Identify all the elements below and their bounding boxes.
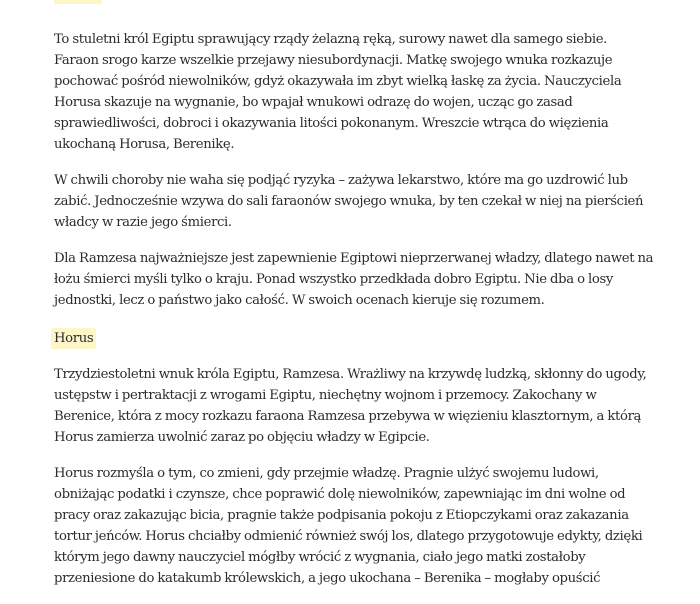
section-heading-horus: Horus	[51, 328, 96, 349]
article-content	[54, 0, 654, 604]
ramzes-paragraph-3: Dla Ramzesa najważniejsze jest zapewnienie Egiptowi nieprzerwanej władzy, dlatego nawet na łożu śmierci myśli tylko o kraju. Ponad wszystko przedkłada dobro Egiptu. Nie dba o losy jednostki, lecz o państwo jako całość. W swoich ocenach kieruje się rozumem.	[54, 251, 654, 308]
horus-paragraph-2: Horus rozmyśla o tym, co zmieni, gdy przejmie władzę. Pragnie ulżyć swojemu ludowi, obniżając podatki i czynsze, chce poprawić dolę niewolników, zapewniając im dni wolne od pracy oraz zakazując bicia, pragnie także podpisania pokoju z Etiopczykami oraz zakazania tortur jeńców. Horus chciałby odmienić również swój los, dlatego przygotowuje edykty, dzięki którym jego dawny nauczyciel mógłby wrócić z wygnania, ciało jego matki zostałoby przeniesione do katakumb królewskich, a jego ukochana – Berenika – mogłaby opuścić	[54, 466, 643, 586]
ramzes-paragraph-2: W chwili choroby nie waha się podjąć ryzyka – zażywa lekarstwo, które ma go uzdrowić lub zabić. Jednocześnie wzywa do sali faraonów swojego wnuka, by ten czekał w niej na pierścień władcy w razie jego śmierci.	[54, 173, 644, 230]
previous-section-heading-highlight	[54, 0, 102, 4]
horus-paragraph-1: Trzydziestoletni wnuk króla Egiptu, Ramzesa. Wrażliwy na krzywdę ludzką, skłonny do ugody, ustępstw i pertraktacji z wrogami Egiptu, niechętny wojnom i przemocy. Zakochany w Berenice, która z mocy rozkazu faraona Ramzesa przebywa w więzieniu klasztornym, a którą Horus zamierza uwolnić zaraz po objęciu władzy w Egipcie.	[54, 367, 647, 445]
ramzes-paragraph-1: To stuletni król Egiptu sprawujący rządy żelazną ręką, surowy nawet dla samego siebie. Faraon srogo karze wszelkie przejawy niesubordynacji. Matkę swojego wnuka rozkazuje pochować pośród niewolników, gdyż okazywała im zbyt wielką łaskę za życia. Nauczyciela Horusa skazuje na wygnanie, bo wpajał wnukowi odrazę do wojen, ucząc go zasad sprawiedliwości, dobroci i okazywania litości pokonanym. Wreszcie wtrąca do więzienia ukochaną Horusa, Berenikę.	[54, 32, 622, 152]
